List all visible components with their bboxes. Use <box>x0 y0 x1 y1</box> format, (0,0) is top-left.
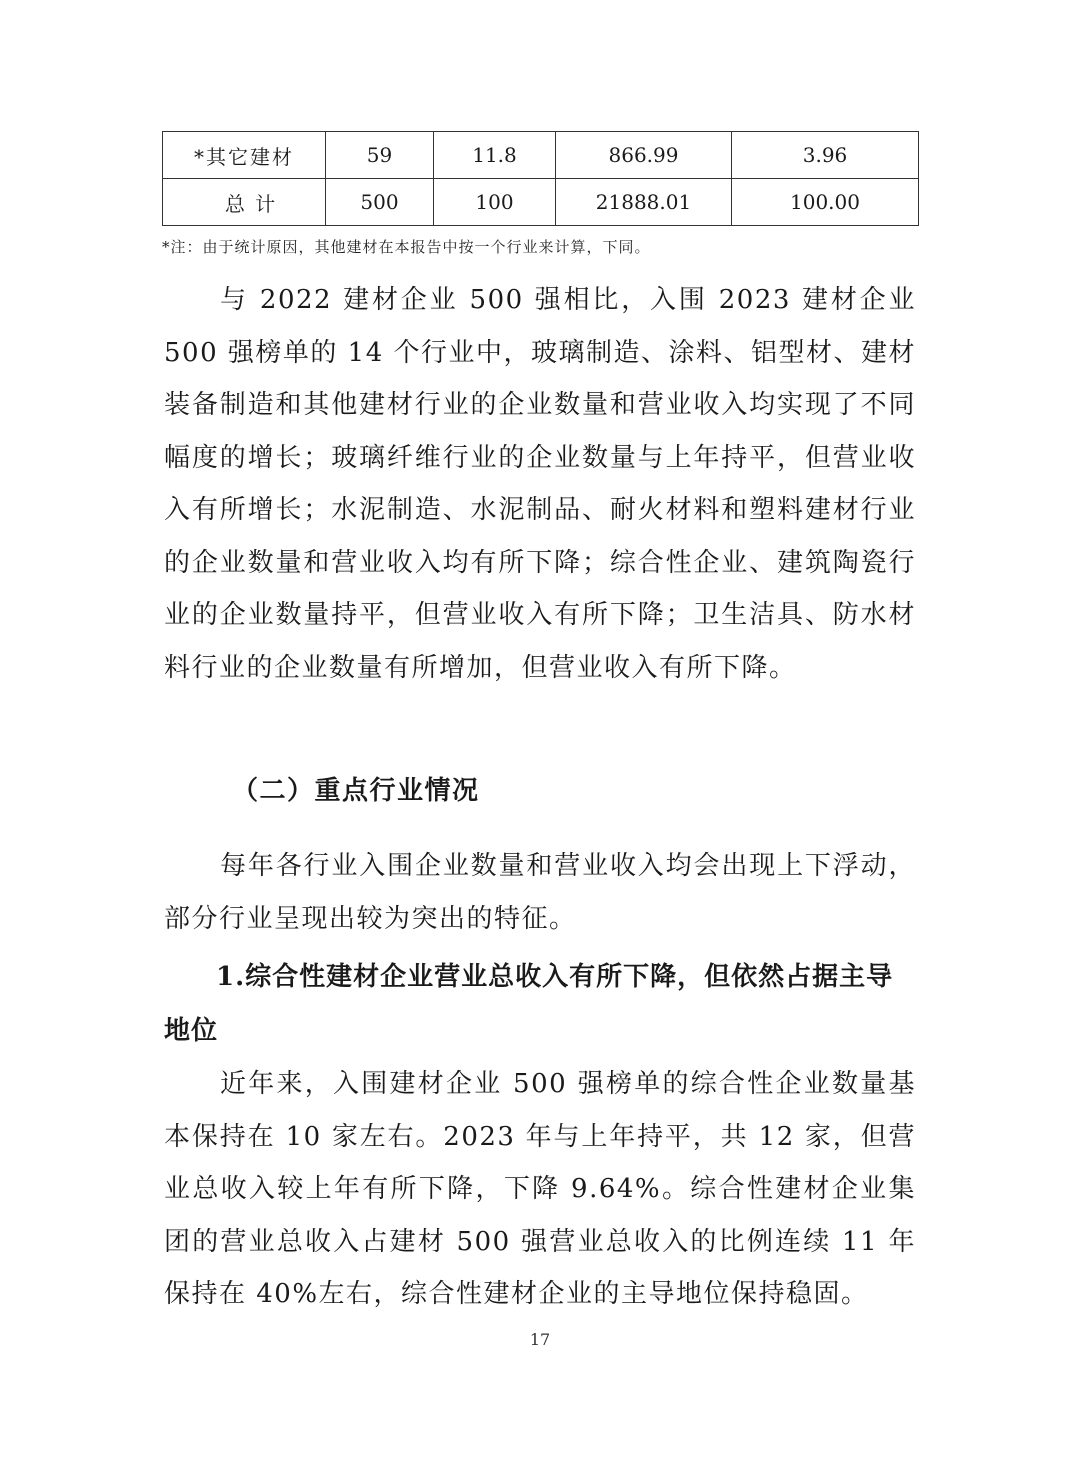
table-cell-revenue: 866.99 <box>556 132 732 179</box>
table-cell-count: 59 <box>326 132 434 179</box>
page-number: 17 <box>529 1330 551 1349</box>
paragraph-comprehensive-enterprises: 近年来，入围建材企业 500 强榜单的综合性企业数量基本保持在 10 家左右。2023 年与上年持平，共 12 家，但营业总收入较上年有所下降，下降 9.64%。综合性建材企业集团的营业总收入占建材 500 强营业总收入的比例连续 11 年保持在 40%左右，综合性建材企业的主导地位保持稳固。 <box>164 1069 916 1309</box>
industry-summary-table <box>162 131 919 226</box>
section-heading: （二）重点行业情况 <box>232 776 480 806</box>
table-cell-count-share: 11.8 <box>434 132 556 179</box>
paragraph-key-industries-intro: 每年各行业入围企业数量和营业收入均会出现上下浮动，部分行业呈现出较为突出的特征。 <box>164 851 916 934</box>
table-cell-revenue: 21888.01 <box>556 179 732 226</box>
subheading-comprehensive-enterprises: 1.综合性建材企业营业总收入有所下降，但依然占据主导地位 <box>164 962 894 1046</box>
table-cell-revenue-share: 3.96 <box>732 132 919 179</box>
table-footnote: *注：由于统计原因，其他建材在本报告中按一个行业来计算，下同。 <box>162 238 651 256</box>
paragraph-industry-comparison: 与 2022 建材企业 500 强相比，入围 2023 建材企业 500 强榜单的 14 个行业中，玻璃制造、涂料、铝型材、建材装备制造和其他建材行业的企业数量和营业收入均实现了不同幅度的增长；玻璃纤维行业的企业数量与上年持平，但营业收入有所增长；水泥制造、水泥制品、耐火材料和塑料建材行业的企业数量和营业收入均有所下降；综合性企业、建筑陶瓷行业的企业数量持平，但营业收入有所下降；卫生洁具、防水材料行业的企业数量有所增加，但营业收入有所下降。 <box>164 285 917 683</box>
table-row <box>163 179 919 226</box>
table-cell-industry: *其它建材 <box>163 132 326 179</box>
table-cell-industry: 总 计 <box>163 179 326 226</box>
table-cell-count: 500 <box>326 179 434 226</box>
table-row <box>163 132 919 179</box>
table-cell-revenue-share: 100.00 <box>732 179 919 226</box>
table-cell-count-share: 100 <box>434 179 556 226</box>
